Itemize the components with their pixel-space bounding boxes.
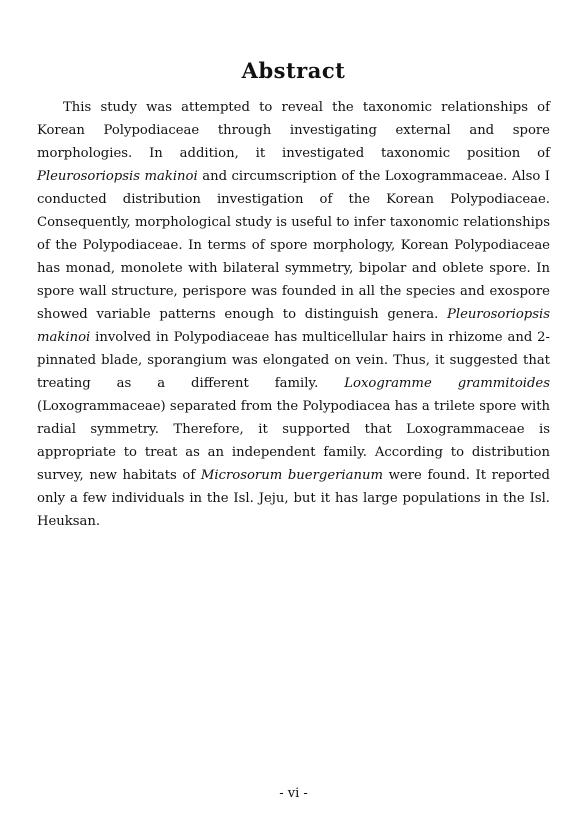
abstract-text: were found. It reported only a few individuals in the Isl. Jeju, but it has large populations in the Isl. Heuksan. bbox=[37, 468, 550, 529]
page-number: - vi - bbox=[279, 786, 308, 801]
abstract-body bbox=[37, 96, 550, 533]
abstract-text: and circumscription of the Loxogrammaceae. Also I conducted distribution investigation of the Korean Polypodiaceae. Consequently, morphological study is useful to infer taxonomic relationships of the Polypodiaceae. In terms of spore morphology, Korean Polypodiaceae has monad, monolete with bilateral symmetry, bipolar and oblete spore. In spore wall structure, perispore was founded in all the species and exospore showed variable patterns enough to distinguish genera. bbox=[37, 169, 550, 322]
abstract-text: (Loxogrammaceae) separated from the Polypodiacea has a trilete spore with radial symmetry. Therefore, it supported that Loxogrammaceae is appropriate to treat as an independent family. According to distribution survey, new habitats of bbox=[37, 399, 550, 483]
species-name: Microsorum buergerianum bbox=[200, 468, 384, 483]
species-name: Pleurosoriopsis makinoi bbox=[37, 169, 198, 184]
page-title: Abstract bbox=[241, 58, 346, 84]
abstract-text: This study was attempted to reveal the taxonomic relationships of Korean Polypodiaceae through investigating external and spore morphologies. In addition, it investigated taxonomic position of bbox=[37, 100, 550, 161]
abstract-text: involved in Polypodiaceae has multicellular hairs in rhizome and 2-pinnated blade, sporangium was elongated on vein. Thus, it suggested that treating as a different family. bbox=[37, 330, 550, 391]
species-name: Loxogramme grammitoides bbox=[344, 376, 550, 391]
species-name: Pleurosoriopsis makinoi bbox=[37, 307, 550, 345]
abstract-paragraph bbox=[37, 96, 550, 533]
